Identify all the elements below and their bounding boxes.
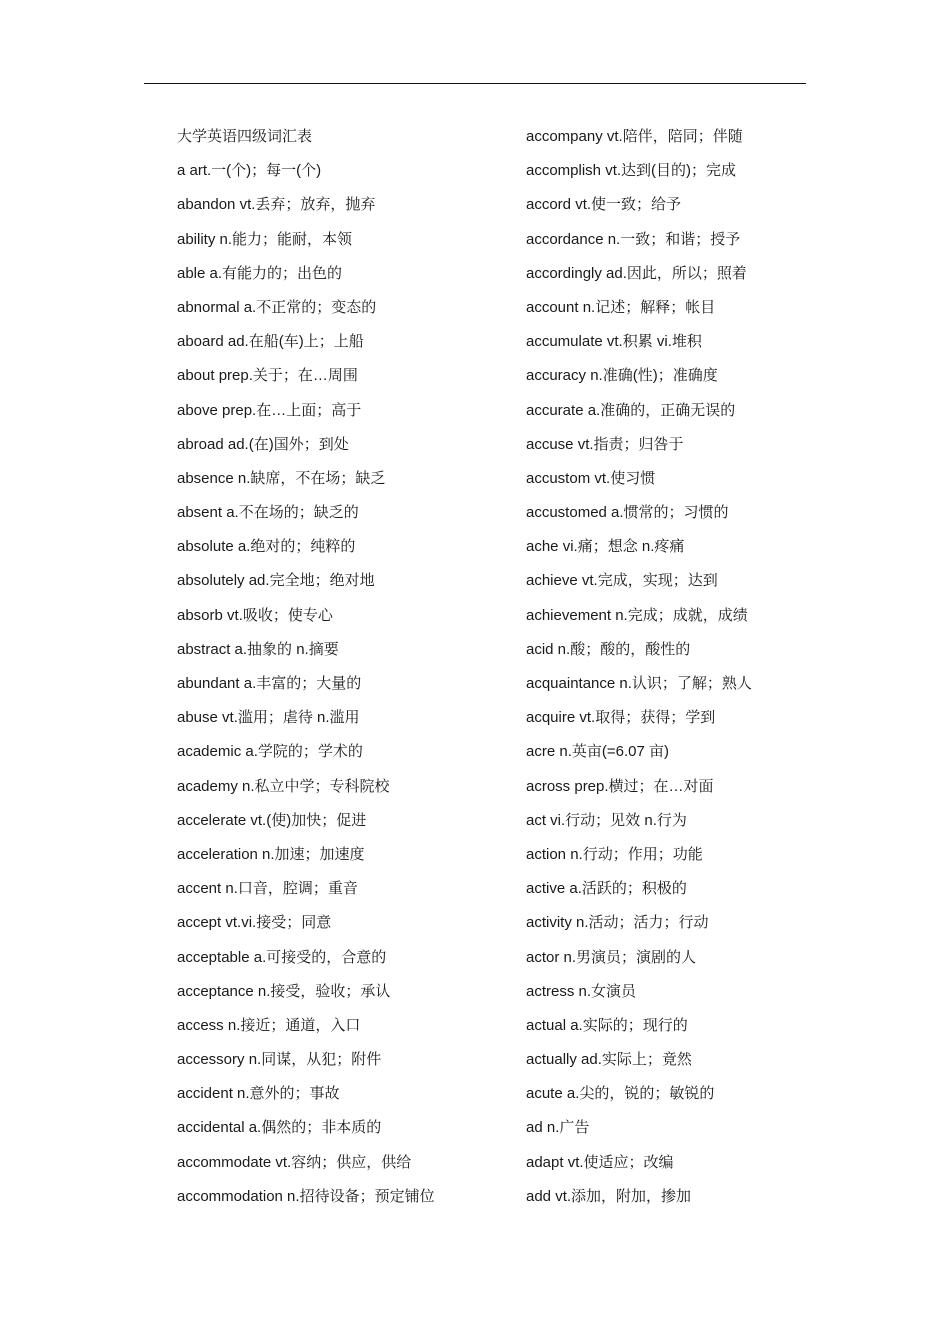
- vocab-entry: activity n.活动；活力；行动: [526, 914, 709, 932]
- vocab-entry: actual a.实际的；现行的: [526, 1016, 688, 1034]
- vocab-entry: achievement n.完成；成就，成绩: [526, 606, 748, 624]
- vocab-entry: acceptable a.可接受的，合意的: [177, 948, 387, 966]
- vocab-entry: absence n.缺席，不在场；缺乏: [177, 469, 386, 487]
- vocab-entry: about prep.关于；在…周围: [177, 367, 358, 385]
- vocab-entry: accept vt.vi.接受；同意: [177, 914, 332, 932]
- vocab-entry: achieve vt.完成，实现；达到: [526, 572, 718, 590]
- vocab-entry: adapt vt.使适应；改编: [526, 1153, 674, 1171]
- vocab-entry: acceptance n.接受，验收；承认: [177, 982, 391, 1000]
- vocab-entry: abundant a.丰富的；大量的: [177, 675, 362, 692]
- vocab-entry: academy n.私立中学；专科院校: [177, 777, 390, 795]
- vocab-entry: acceleration n.加速；加速度: [177, 845, 365, 863]
- vocab-entry: acute a.尖的，锐的；敏锐的: [526, 1085, 715, 1103]
- vocab-entry: accuse vt.指责；归咎于: [526, 435, 684, 453]
- vocab-entry: accidental a.偶然的；非本质的: [177, 1119, 382, 1137]
- vocab-entry: abandon vt.丢弃；放弃，抛弃: [177, 196, 376, 214]
- right-column: [526, 120, 866, 1214]
- vocab-entry: abroad ad.(在)国外；到处: [177, 435, 349, 453]
- header-rule: [144, 83, 806, 84]
- vocab-entry: access n.接近；通道，入口: [177, 1016, 361, 1034]
- vocab-entry: accordingly ad.因此，所以；照着: [526, 264, 747, 282]
- vocab-entry: acquaintance n.认识；了解；熟人: [526, 675, 752, 692]
- vocab-entry: act vi.行动；见效 n.行为: [526, 811, 687, 829]
- vocab-entry: accelerate vt.(使)加快；促进: [177, 811, 367, 829]
- vocab-entry: acquire vt.取得；获得；学到: [526, 709, 716, 727]
- vocab-entry: a art.一(个)；每一(个): [177, 162, 322, 180]
- vocab-entry: accustom vt.使习惯: [526, 469, 656, 487]
- document-title: 大学英语四级词汇表: [177, 128, 313, 145]
- vocab-entry: add vt.添加，附加，掺加: [526, 1187, 692, 1205]
- vocab-entry: abnormal a.不正常的；变态的: [177, 298, 377, 316]
- vocab-entry: accordance n.一致；和谐；授予: [526, 230, 741, 248]
- vocab-entry: actress n.女演员: [526, 982, 637, 1000]
- vocab-entry: acid n.酸；酸的，酸性的: [526, 640, 691, 658]
- vocab-entry: absolutely ad.完全地；绝对地: [177, 572, 375, 590]
- vocab-entry: accommodation n.招待设备；预定铺位: [177, 1187, 435, 1205]
- vocab-entry: actually ad.实际上；竟然: [526, 1051, 692, 1069]
- vocab-entry: accident n.意外的；事故: [177, 1085, 340, 1103]
- vocab-entry: absent a.不在场的；缺乏的: [177, 504, 359, 522]
- vocab-entry: accommodate vt.容纳；供应，供给: [177, 1153, 412, 1171]
- vocab-entry: able a.有能力的；出色的: [177, 264, 343, 282]
- vocab-entry: accomplish vt.达到(目的)；完成: [526, 162, 737, 180]
- vocab-entry: account n.记述；解释；帐目: [526, 298, 716, 316]
- vocab-entry: absorb vt.吸收；使专心: [177, 606, 333, 624]
- vocab-entry: ad n.广告: [526, 1119, 590, 1137]
- left-column: [177, 120, 517, 1214]
- vocab-entry: absolute a.绝对的；纯粹的: [177, 538, 356, 556]
- vocab-entry: actor n.男演员；演剧的人: [526, 948, 697, 966]
- vocab-entry: accent n.口音，腔调；重音: [177, 880, 358, 898]
- vocab-entry: accurate a.准确的，正确无误的: [526, 401, 736, 419]
- vocab-entry: accumulate vt.积累 vi.堆积: [526, 333, 702, 351]
- vocab-entry: academic a.学院的；学术的: [177, 743, 363, 761]
- vocab-entry: accompany vt.陪伴，陪同；伴随: [526, 128, 743, 145]
- vocab-entry: abstract a.抽象的 n.摘要: [177, 640, 339, 658]
- vocab-entry: above prep.在…上面；高于: [177, 401, 362, 419]
- vocab-entry: ache vi.痛；想念 n.疼痛: [526, 538, 685, 556]
- vocab-entry: active a.活跃的；积极的: [526, 880, 687, 898]
- vocab-entry: across prep.横过；在…对面: [526, 777, 714, 795]
- vocab-entry: accessory n.同谋，从犯；附件: [177, 1051, 382, 1069]
- vocab-entry: ability n.能力；能耐，本领: [177, 230, 353, 248]
- vocab-entry: aboard ad.在船(车)上；上船: [177, 333, 364, 351]
- vocab-entry: acre n.英亩(=6.07 亩): [526, 743, 669, 761]
- vocab-entry: action n.行动；作用；功能: [526, 845, 703, 863]
- vocab-entry: abuse vt.滥用；虐待 n.滥用: [177, 709, 360, 727]
- vocab-entry: accustomed a.惯常的；习惯的: [526, 504, 729, 522]
- vocab-entry: accord vt.使一致；给予: [526, 196, 682, 214]
- vocab-entry: accuracy n.准确(性)；准确度: [526, 367, 718, 385]
